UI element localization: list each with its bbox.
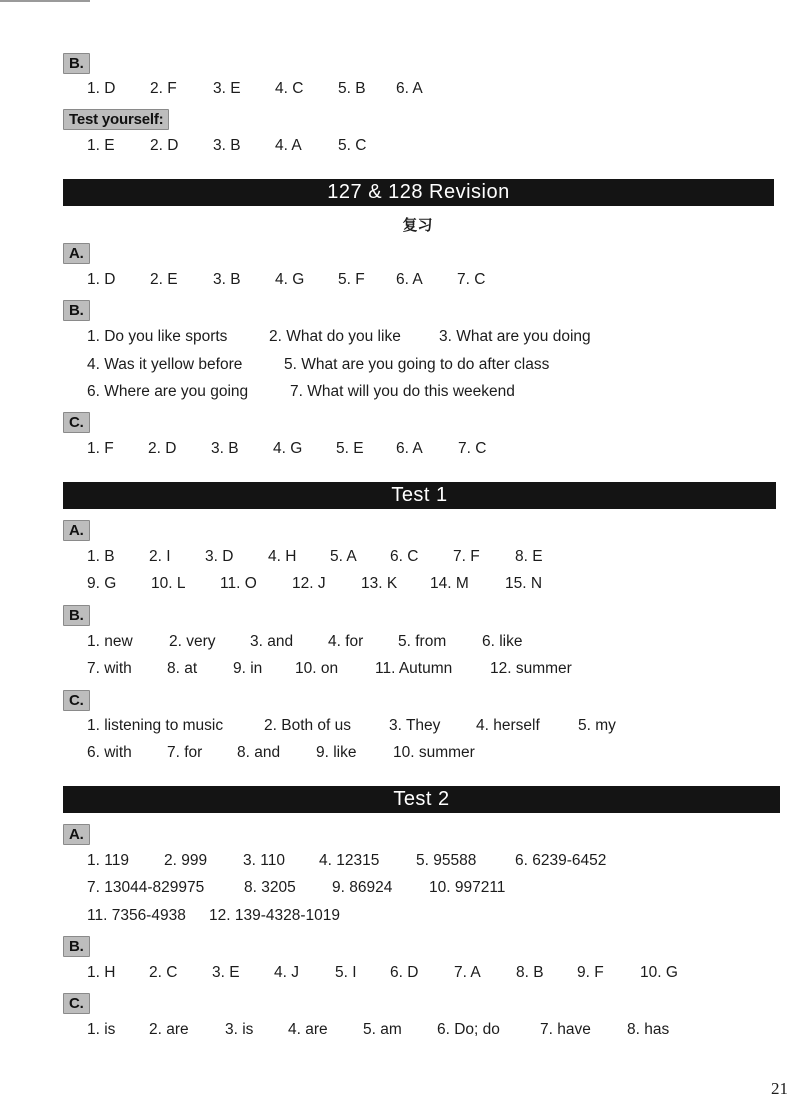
answer-item: 2. C bbox=[149, 964, 178, 981]
answer-item: 9. G bbox=[87, 575, 117, 592]
answer-item: 2. What do you like bbox=[269, 328, 401, 345]
section-a-label: A. bbox=[63, 243, 90, 264]
answer-item: 3. and bbox=[250, 633, 294, 650]
answer-item: 5. my bbox=[578, 717, 616, 734]
section-b-label: B. bbox=[63, 936, 90, 957]
answer-item: 3. is bbox=[225, 1021, 254, 1038]
section-c-label: C. bbox=[63, 412, 90, 433]
answer-item: 2. Both of us bbox=[264, 717, 352, 734]
answer-item: 2. are bbox=[149, 1021, 189, 1038]
answer-item: 1. B bbox=[87, 548, 115, 565]
answer-item: 10. 997211 bbox=[429, 879, 506, 896]
answer-item: 3. They bbox=[389, 717, 441, 734]
answer-item: 7. with bbox=[87, 660, 132, 677]
answer-item: 1. new bbox=[87, 633, 133, 650]
test1-header-bar bbox=[63, 482, 776, 509]
answer-item: 6. with bbox=[87, 744, 132, 761]
answer-item: 12. summer bbox=[490, 660, 572, 677]
section-b-label: B. bbox=[63, 605, 90, 626]
answer-item: 9. like bbox=[316, 744, 357, 761]
answer-item: 9. 86924 bbox=[332, 879, 393, 896]
answer-item: 7. C bbox=[458, 440, 487, 457]
answer-item: 4. G bbox=[273, 440, 303, 457]
answer-item: 6. Do; do bbox=[437, 1021, 500, 1038]
answer-item: 5. B bbox=[338, 80, 366, 97]
answer-item: 12. J bbox=[292, 575, 326, 592]
answer-item: 6. A bbox=[396, 80, 423, 97]
answer-item: 7. have bbox=[540, 1021, 591, 1038]
answer-item: 6. 6239-6452 bbox=[515, 852, 607, 869]
answer-item: 1. 119 bbox=[87, 852, 129, 869]
answer-item: 1. Do you like sports bbox=[87, 328, 228, 345]
answer-item: 8. and bbox=[237, 744, 281, 761]
answer-item: 6. like bbox=[482, 633, 523, 650]
section-c-label: C. bbox=[63, 993, 90, 1014]
answer-item: 6. A bbox=[396, 440, 423, 457]
answer-item: 1. listening to music bbox=[87, 717, 224, 734]
answer-item: 11. O bbox=[220, 575, 257, 592]
answer-item: 9. in bbox=[233, 660, 263, 677]
answer-item: 3. What are you doing bbox=[439, 328, 591, 345]
section-a-label: A. bbox=[63, 520, 90, 541]
section-a-label: A. bbox=[63, 824, 90, 845]
answer-item: 2. 999 bbox=[164, 852, 208, 869]
answer-item: 5. from bbox=[398, 633, 447, 650]
answer-item: 1. D bbox=[87, 80, 116, 97]
answer-item: 8. B bbox=[516, 964, 544, 981]
answer-item: 14. M bbox=[430, 575, 469, 592]
answer-item: 8. 3205 bbox=[244, 879, 296, 896]
section-c-label: C. bbox=[63, 690, 90, 711]
answer-item: 8. E bbox=[515, 548, 543, 565]
answer-item: 3. E bbox=[213, 80, 241, 97]
test2-header-bar bbox=[63, 786, 780, 813]
answer-item: 1. F bbox=[87, 440, 114, 457]
answer-item: 3. D bbox=[205, 548, 234, 565]
answer-item: 4. for bbox=[328, 633, 364, 650]
answer-item: 4. C bbox=[275, 80, 304, 97]
answer-item: 2. E bbox=[150, 271, 178, 288]
answer-item: 3. B bbox=[213, 137, 241, 154]
answer-item: 10. on bbox=[295, 660, 339, 677]
answer-item: 6. A bbox=[396, 271, 423, 288]
answer-item: 12. 139-4328-1019 bbox=[209, 907, 341, 924]
answer-item: 6. D bbox=[390, 964, 419, 981]
answer-item: 4. 12315 bbox=[319, 852, 380, 869]
answer-item: 2. I bbox=[149, 548, 171, 565]
answer-item: 9. F bbox=[577, 964, 604, 981]
answer-item: 2. F bbox=[150, 80, 177, 97]
answer-item: 4. Was it yellow before bbox=[87, 356, 243, 373]
answer-item: 5. What are you going to do after class bbox=[284, 356, 550, 373]
answer-item: 10. G bbox=[640, 964, 678, 981]
answer-item: 1. is bbox=[87, 1021, 116, 1038]
answer-item: 7. A bbox=[454, 964, 481, 981]
page-number: 21 bbox=[771, 1079, 788, 1098]
revision-subtitle: 复习 bbox=[402, 216, 433, 234]
answer-item: 8. has bbox=[627, 1021, 670, 1038]
test-yourself-label: Test yourself: bbox=[63, 109, 169, 130]
answer-item: 2. very bbox=[169, 633, 216, 650]
answer-item: 2. D bbox=[148, 440, 177, 457]
answer-item: 10. L bbox=[151, 575, 186, 592]
answer-item: 11. 7356-4938 bbox=[87, 907, 186, 924]
answer-item: 7. for bbox=[167, 744, 203, 761]
section-b-label: B. bbox=[63, 53, 90, 74]
revision-header-bar bbox=[63, 179, 774, 206]
answer-item: 15. N bbox=[505, 575, 543, 592]
answer-item: 13. K bbox=[361, 575, 398, 592]
answer-item: 1. D bbox=[87, 271, 116, 288]
revision-title: 127 & 128 Revision bbox=[327, 181, 510, 203]
answer-item: 1. H bbox=[87, 964, 116, 981]
answer-item: 7. F bbox=[453, 548, 480, 565]
answer-item: 6. Where are you going bbox=[87, 383, 249, 400]
answer-item: 3. B bbox=[213, 271, 241, 288]
answer-item: 4. J bbox=[274, 964, 299, 981]
answer-item: 4. H bbox=[268, 548, 297, 565]
answer-item: 2. D bbox=[150, 137, 179, 154]
answer-item: 4. A bbox=[275, 137, 302, 154]
test2-title: Test 2 bbox=[393, 788, 450, 810]
answer-item: 7. What will you do this weekend bbox=[290, 383, 515, 400]
answer-item: 10. summer bbox=[393, 744, 475, 761]
test1-title: Test 1 bbox=[391, 484, 448, 506]
answer-item: 1. E bbox=[87, 137, 115, 154]
answer-item: 3. E bbox=[212, 964, 240, 981]
top-edge-line bbox=[0, 0, 90, 2]
answer-item: 6. C bbox=[390, 548, 419, 565]
answer-item: 3. 110 bbox=[243, 852, 285, 869]
answer-item: 5. 95588 bbox=[416, 852, 477, 869]
answer-item: 4. G bbox=[275, 271, 305, 288]
answer-item: 7. 13044-829975 bbox=[87, 879, 205, 896]
answer-item: 5. am bbox=[363, 1021, 402, 1038]
answer-item: 8. at bbox=[167, 660, 198, 677]
answer-item: 5. F bbox=[338, 271, 365, 288]
answer-item: 5. A bbox=[330, 548, 357, 565]
answer-item: 5. E bbox=[336, 440, 364, 457]
answer-item: 5. C bbox=[338, 137, 367, 154]
answer-item: 5. I bbox=[335, 964, 357, 981]
answer-item: 4. herself bbox=[476, 717, 540, 734]
answer-item: 3. B bbox=[211, 440, 239, 457]
answer-item: 11. Autumn bbox=[375, 660, 453, 677]
answer-item: 7. C bbox=[457, 271, 486, 288]
answer-item: 4. are bbox=[288, 1021, 328, 1038]
section-b-label: B. bbox=[63, 300, 90, 321]
